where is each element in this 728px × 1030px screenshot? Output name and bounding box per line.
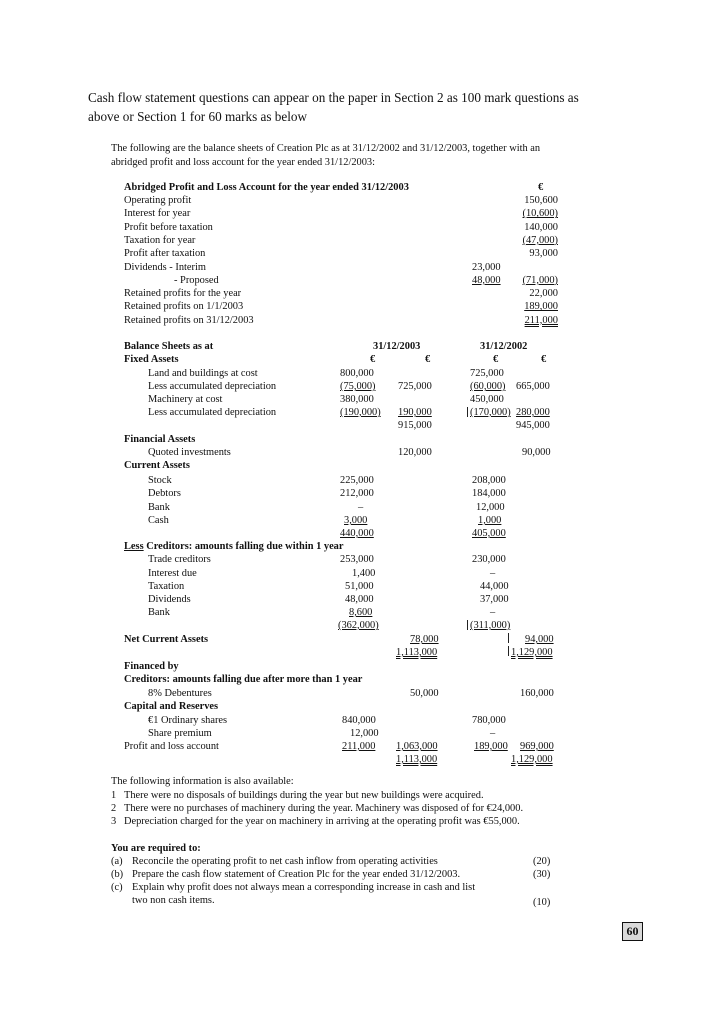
info-item-text: There were no disposals of buildings during the year but new buildings were acquired. [124,790,484,801]
req-b-marks: (30) [533,869,551,880]
bs-val: 1,000 [478,515,502,526]
bs-val: 160,000 [520,688,554,699]
info-item-text: There were no purchases of machinery during the year. Machinery was disposed of for €24,000. [124,803,524,814]
bs-val: 665,000 [516,381,550,392]
bs-val: 230,000 [472,554,506,565]
bs-val: 725,000 [470,368,504,379]
required-heading: You are required to: [111,843,201,854]
pl-row-col2: (47,000) [522,234,558,246]
bs-val: 440,000 [340,528,374,539]
column-rule [508,646,509,656]
bs-val: 1,113,000 [396,754,438,765]
req-b-label: (b) [111,869,124,880]
euro-col-a: € [370,354,376,365]
bs-val: 211,000 [342,741,376,752]
bs-val: – [490,728,496,739]
pl-row-label: - Proposed [174,274,219,286]
bs-val: 189,000 [474,741,508,752]
bs-val: 12,000 [476,502,505,513]
info-heading: The following information is also available: [111,776,294,787]
creditors-within-heading: Creditors: amounts falling due within 1 year [146,541,344,552]
bs-label-cash: Cash [148,515,169,526]
bs-label-taxation: Taxation [148,581,185,592]
bs-creditors-after: Creditors: amounts falling due after more than 1 year [124,674,363,685]
bs-label-share-premium: Share premium [148,728,212,739]
bs-capital-reserves: Capital and Reserves [124,701,219,712]
bs-date-2002: 31/12/2002 [480,341,528,352]
bs-val: 945,000 [516,420,550,431]
bs-label-trade: Trade creditors [148,554,211,565]
bs-val: 225,000 [340,475,374,486]
bs-val: 780,000 [472,715,506,726]
column-rule [467,620,468,630]
bs-val: – [358,502,364,513]
bs-label-bank: Bank [148,502,170,513]
page-number: 60 [622,922,643,941]
bs-val: 78,000 [410,634,439,645]
pl-row-col2: 150,600 [524,195,558,206]
bs-val: 800,000 [340,368,374,379]
bs-val: 1,113,000 [396,647,438,658]
bs-val: 253,000 [340,554,374,565]
bs-val: (60,000) [470,381,506,392]
req-a-label: (a) [111,856,123,867]
bs-current-assets: Current Assets [124,460,190,471]
req-a-marks: (20) [533,856,551,867]
bs-val: 184,000 [472,488,506,499]
bs-val: (190,000) [340,407,381,418]
bs-title: Balance Sheets as at [124,341,214,352]
bs-val: 48,000 [345,594,374,605]
column-rule [467,407,468,417]
bs-label-debtors: Debtors [148,488,181,499]
info-item-text: Depreciation charged for the year on machinery in arriving at the operating profit was €55,000. [124,816,520,827]
pl-row-label: Operating profit [124,195,192,206]
req-c-text: Explain why profit does not always mean a corresponding increase in cash and list [132,882,476,893]
bs-label-depreciation: Less accumulated depreciation [148,381,277,392]
bs-val: 725,000 [398,381,432,392]
bs-val: 915,000 [398,420,432,431]
bs-label-pl-account: Profit and loss account [124,741,219,752]
bs-val: 280,000 [516,407,550,418]
bs-val: 12,000 [350,728,379,739]
bs-fixed-assets: Fixed Assets [124,354,179,365]
bs-val: (75,000) [340,381,376,392]
bs-label-land: Land and buildings at cost [148,368,258,379]
bs-less-creditors [124,540,343,553]
pl-row-label: Retained profits on 1/1/2003 [124,301,244,313]
pl-row-label: Retained profits for the year [124,288,242,300]
bs-label-bank-overdraft: Bank [148,607,170,618]
bs-label-quoted: Quoted investments [148,447,231,458]
bs-val: – [490,568,496,579]
pl-row-col2: 140,000 [524,221,558,233]
bs-val: 1,063,000 [396,741,438,752]
pl-row-label: Profit before taxation [124,221,213,233]
bs-val: (362,000) [338,620,379,631]
bs-label-debentures: 8% Debentures [148,688,212,699]
bs-label-ordinary-shares: €1 Ordinary shares [148,715,228,726]
column-rule [508,633,509,643]
bs-val: (311,000) [470,620,511,631]
bs-val: 94,000 [525,634,554,645]
question-paragraph-2: abridged profit and loss account for the year ended 31/12/2003: [111,157,376,168]
pl-row-label: Taxation for year [124,234,196,246]
pl-row-col2: 22,000 [529,288,558,300]
bs-val: 1,400 [352,568,376,579]
pl-title: Abridged Profit and Loss Account for the year ended 31/12/2003 [124,182,409,193]
bs-financed-by: Financed by [124,661,179,672]
req-c-label: (c) [111,882,123,893]
info-item-number: 2 [111,803,117,814]
bs-label-stock: Stock [148,475,172,486]
req-a-text: Reconcile the operating profit to net cash inflow from operating activities [132,856,438,867]
bs-val: 120,000 [398,447,432,458]
bs-label-depreciation: Less accumulated depreciation [148,407,277,418]
pl-row-col1: 48,000 [472,274,501,286]
info-item-number: 3 [111,816,117,827]
bs-label-machinery: Machinery at cost [148,394,223,405]
bs-val: 1,129,000 [511,754,553,765]
euro-col-c: € [493,354,499,365]
bs-val: 3,000 [344,515,368,526]
bs-val: 50,000 [410,688,439,699]
pl-row-col2: 211,000 [524,314,558,326]
bs-val: 212,000 [340,488,374,499]
bs-val: 51,000 [345,581,374,592]
bs-financial-assets: Financial Assets [124,434,196,445]
bs-val: 405,000 [472,528,506,539]
pl-row-label: Profit after taxation [124,248,206,260]
intro-line-1: Cash flow statement questions can appear on the paper in Section 2 as 100 mark questions as [88,90,579,105]
pl-row-col2: (10,600) [522,208,558,220]
pl-row-col2: 93,000 [529,248,558,260]
bs-label-dividends: Dividends [148,594,191,605]
bs-val: 37,000 [480,594,509,605]
bs-val: (170,000) [470,407,511,418]
bs-val: – [490,607,496,618]
bs-date-2003: 31/12/2003 [373,341,421,352]
pl-row-col2: 189,000 [524,301,558,313]
bs-val: 90,000 [522,447,551,458]
bs-val: 190,000 [398,407,432,418]
pl-currency: € [538,182,544,193]
euro-col-d: € [541,354,547,365]
less-word: Less [124,541,144,552]
pl-row-col1: 23,000 [472,261,501,273]
pl-row-col2: (71,000) [522,274,558,286]
euro-col-b: € [425,354,431,365]
question-paragraph-1: The following are the balance sheets of Creation Plc as at 31/12/2002 and 31/12/2003, together with an [111,143,541,154]
bs-label-interest: Interest due [148,568,197,579]
bs-val: 208,000 [472,475,506,486]
pl-row-label: Dividends - Interim [124,261,206,273]
bs-val: 1,129,000 [511,647,553,658]
bs-val: 450,000 [470,394,504,405]
req-c-marks: (10) [533,897,551,908]
bs-val: 44,000 [480,581,509,592]
bs-val: 840,000 [342,715,376,726]
req-b-text: Prepare the cash flow statement of Creation Plc for the year ended 31/12/2003. [132,869,461,880]
pl-row-label: Interest for year [124,208,191,220]
intro-line-2: above or Section 1 for 60 marks as below [88,109,308,124]
info-item-number: 1 [111,790,117,801]
bs-val: 969,000 [520,741,554,752]
bs-val: 380,000 [340,394,374,405]
bs-net-current-assets: Net Current Assets [124,634,209,645]
pl-row-label: Retained profits on 31/12/2003 [124,314,254,326]
req-c-text-2: two non cash items. [132,895,215,906]
bs-val: 8,600 [349,607,373,618]
